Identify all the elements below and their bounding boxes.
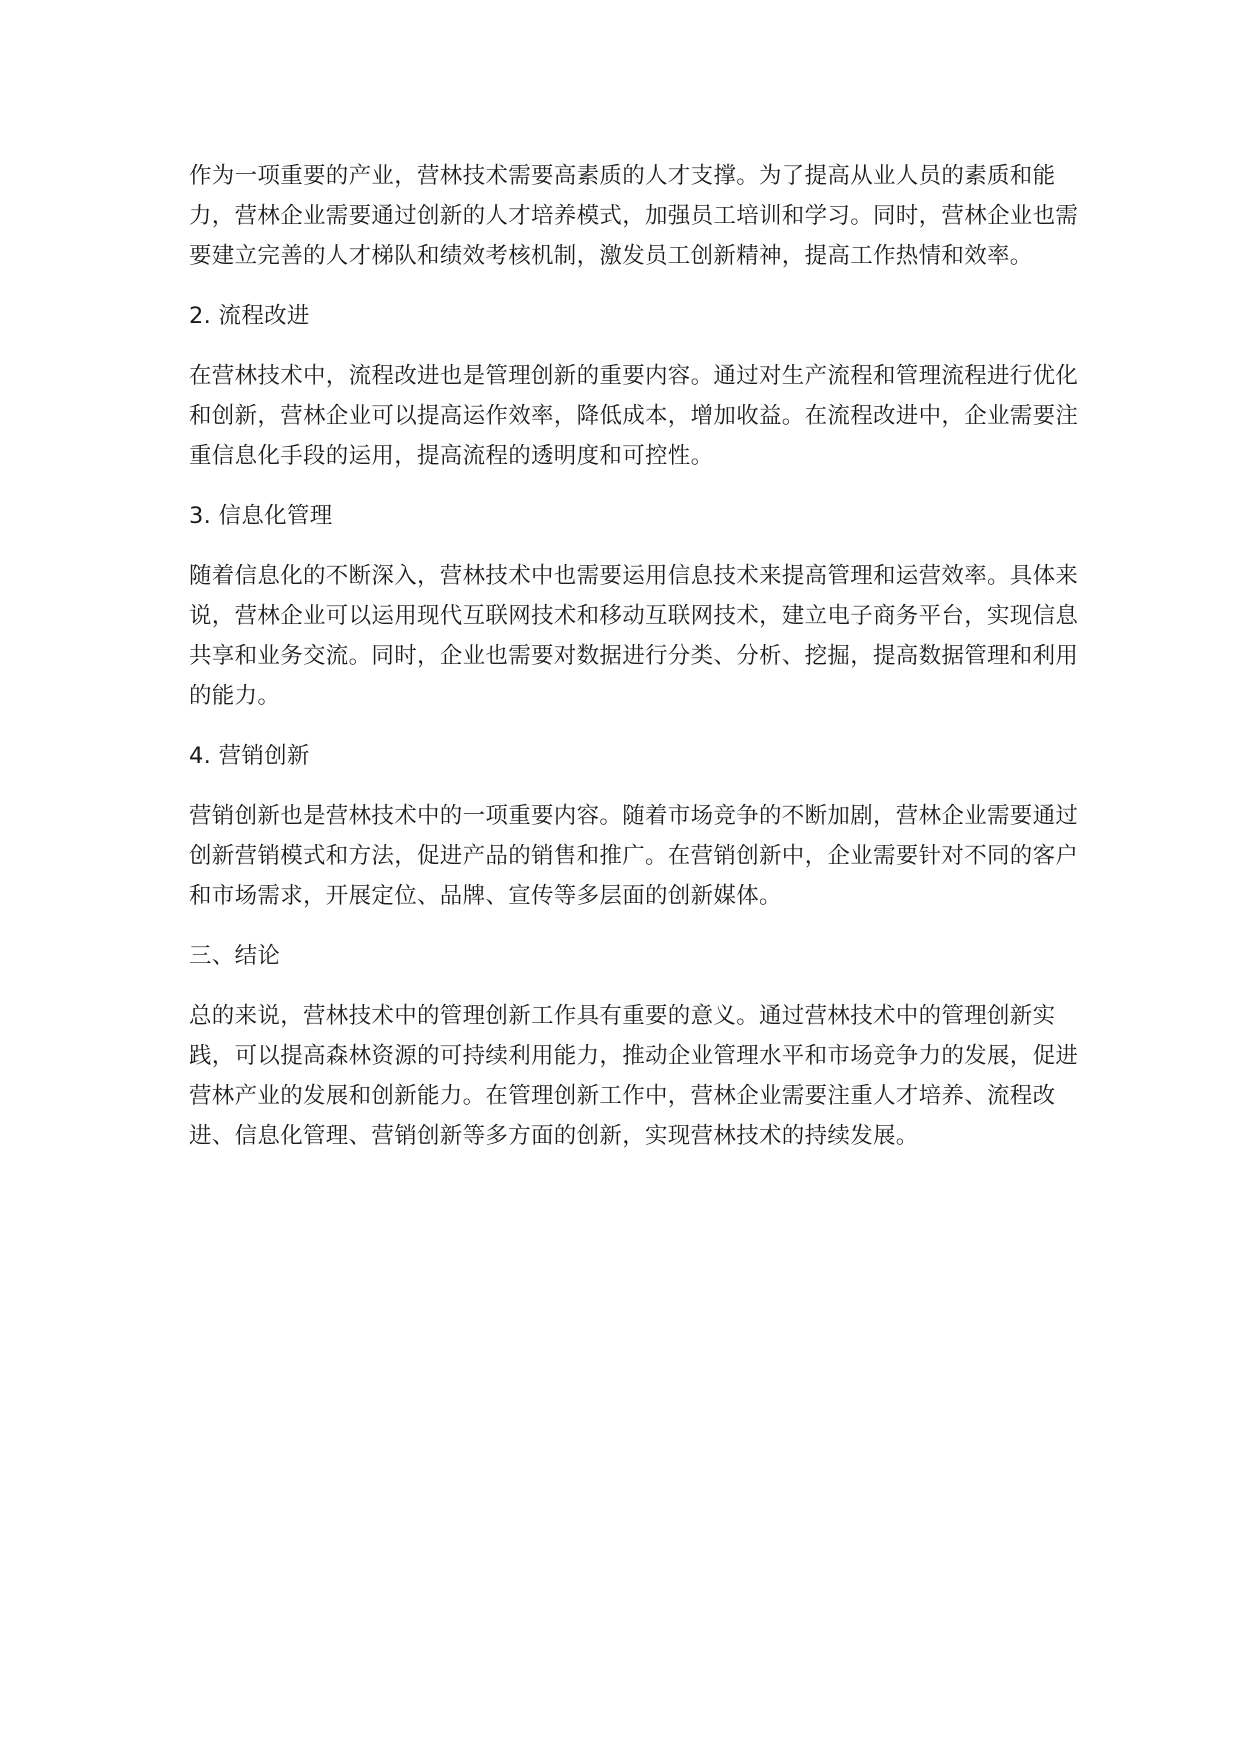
paragraph-information-management: 随着信息化的不断深入，营林技术中也需要运用信息技术来提高管理和运营效率。具体来说，营林企业可以运用现代互联网技术和移动互联网技术，建立电子商务平台，实现信息共享和业务交流。同时，企业也需要对数据进行分类、分析、挖掘，提高数据管理和利用的能力。 bbox=[189, 563, 1079, 709]
paragraph-talent-training: 作为一项重要的产业，营林技术需要高素质的人才支撑。为了提高从业人员的素质和能力，营林企业需要通过创新的人才培养模式，加强员工培训和学习。同时，营林企业也需要建立完善的人才梯队和绩效考核机制，激发员工创新精神，提高工作热情和效率。 bbox=[189, 163, 1079, 269]
paragraph-marketing-innovation: 营销创新也是营林技术中的一项重要内容。随着市场竞争的不断加剧，营林企业需要通过创新营销模式和方法，促进产品的销售和推广。在营销创新中，企业需要针对不同的客户和市场需求，开展定位、品牌、宣传等多层面的创新媒体。 bbox=[189, 803, 1079, 909]
heading-conclusion: 三、结论 bbox=[189, 943, 281, 969]
heading-process-improvement: 2. 流程改进 bbox=[189, 303, 310, 329]
document-page bbox=[189, 156, 1089, 1176]
paragraph-conclusion: 总的来说，营林技术中的管理创新工作具有重要的意义。通过营林技术中的管理创新实践，可以提高森林资源的可持续利用能力，推动企业管理水平和市场竞争力的发展，促进营林产业的发展和创新能力。在管理创新工作中，营林企业需要注重人才培养、流程改进、信息化管理、营销创新等多方面的创新，实现营林技术的持续发展。 bbox=[189, 1003, 1079, 1149]
paragraph-process-improvement: 在营林技术中，流程改进也是管理创新的重要内容。通过对生产流程和管理流程进行优化和创新，营林企业可以提高运作效率，降低成本，增加收益。在流程改进中，企业需要注重信息化手段的运用，提高流程的透明度和可控性。 bbox=[189, 363, 1079, 469]
heading-marketing-innovation: 4. 营销创新 bbox=[189, 743, 310, 769]
heading-information-management: 3. 信息化管理 bbox=[189, 503, 333, 529]
